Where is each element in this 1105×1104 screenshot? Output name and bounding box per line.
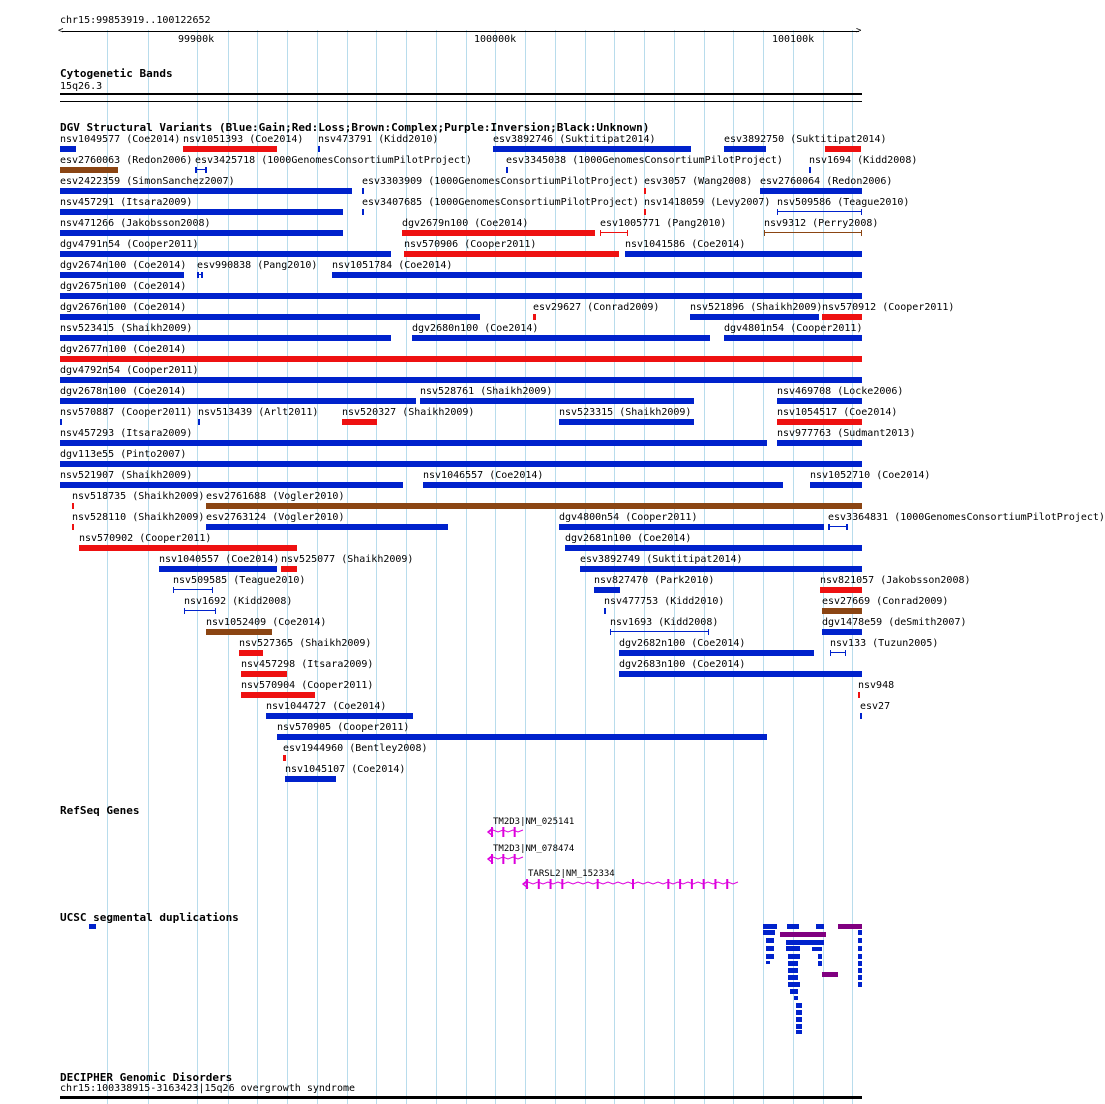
segdup-block[interactable] xyxy=(796,1024,802,1029)
segdup-block[interactable] xyxy=(818,954,822,959)
segdup-track-title[interactable]: UCSC segmental duplications xyxy=(60,911,239,924)
dgv-feature-bar[interactable] xyxy=(198,419,200,425)
segdup-block[interactable] xyxy=(788,961,798,966)
dgv-feature-bar[interactable] xyxy=(565,545,862,551)
dgv-feature-label: nsv1044727 (Coe2014) xyxy=(266,701,387,712)
dgv-feature-label: dgv2682n100 (Coe2014) xyxy=(619,638,746,649)
grid-line xyxy=(436,30,437,1104)
segdup-block[interactable] xyxy=(788,954,800,959)
dgv-feature-bar[interactable] xyxy=(60,251,391,257)
exon xyxy=(714,879,716,889)
segdup-block[interactable] xyxy=(786,940,824,945)
exon xyxy=(538,879,540,889)
dgv-feature-bar[interactable] xyxy=(281,566,297,572)
ruler-left-arrow-icon: < xyxy=(58,26,64,36)
segdup-block[interactable] xyxy=(812,947,822,951)
dgv-feature-label: esv2760063 (Redon2006) xyxy=(60,155,193,166)
dgv-feature-bar[interactable] xyxy=(60,146,76,152)
dgv-feature-bar[interactable] xyxy=(239,650,263,656)
dgv-feature-bar[interactable] xyxy=(600,230,628,236)
exon xyxy=(491,827,493,837)
dgv-feature-bar[interactable] xyxy=(580,566,862,572)
segdup-block[interactable] xyxy=(858,930,862,935)
dgv-feature-label: nsv457293 (Itsara2009) xyxy=(60,428,193,439)
dgv-feature-bar[interactable] xyxy=(159,566,277,572)
intron-line xyxy=(488,830,523,832)
dgv-feature-label: nsv469708 (Locke2006) xyxy=(777,386,904,397)
segdup-block[interactable] xyxy=(794,996,798,1000)
dgv-feature-bar[interactable] xyxy=(362,209,364,215)
exon xyxy=(514,827,516,837)
dgv-feature-bar[interactable] xyxy=(777,398,862,404)
grid-line xyxy=(495,30,496,1104)
segdup-block[interactable] xyxy=(858,961,862,966)
refseq-gene-model[interactable] xyxy=(522,878,744,890)
exon xyxy=(726,879,728,889)
dgv-feature-bar[interactable] xyxy=(764,230,862,236)
dgv-feature-label: nsv1692 (Kidd2008) xyxy=(184,596,293,607)
dgv-feature-label: esv3892749 (Suktitipat2014) xyxy=(580,554,743,565)
cytoband-track-title[interactable]: Cytogenetic Bands xyxy=(60,67,173,80)
dgv-feature-label: nsv528110 (Shaikh2009) xyxy=(72,512,205,523)
exon xyxy=(502,827,504,837)
dgv-feature-bar[interactable] xyxy=(822,608,862,614)
dgv-feature-bar[interactable] xyxy=(420,398,694,404)
dgv-feature-connector xyxy=(778,211,861,212)
dgv-feature-bar[interactable] xyxy=(195,167,207,173)
dgv-feature-label: esv3407685 (1000GenomesConsortiumPilotProject) xyxy=(362,197,639,208)
dgv-feature-bar[interactable] xyxy=(342,419,377,425)
segdup-block[interactable] xyxy=(796,1010,802,1015)
grid-line xyxy=(376,30,377,1104)
dgv-feature-label: nsv1040557 (Coe2014) xyxy=(159,554,280,565)
dgv-feature-bar[interactable] xyxy=(79,545,297,551)
dgv-feature-connector xyxy=(765,232,861,233)
grid-line xyxy=(525,30,526,1104)
dgv-feature-bar[interactable] xyxy=(283,755,286,761)
segdup-block[interactable] xyxy=(838,924,862,929)
dgv-feature-bar[interactable] xyxy=(412,335,710,341)
dgv-feature-label: dgv113e55 (Pinto2007) xyxy=(60,449,187,460)
segdup-block[interactable] xyxy=(790,989,798,994)
dgv-feature-bar[interactable] xyxy=(644,209,646,215)
dgv-feature-label: nsv471266 (Jakobsson2008) xyxy=(60,218,211,229)
dgv-feature-bar[interactable] xyxy=(777,209,862,215)
exon xyxy=(703,879,705,889)
dgv-feature-bar[interactable] xyxy=(402,230,595,236)
exon xyxy=(550,879,552,889)
dgv-feature-bar[interactable] xyxy=(60,167,118,173)
dgv-feature-label: nsv1418059 (Levy2007) xyxy=(644,197,771,208)
dgv-feature-label: esv2763124 (Vogler2010) xyxy=(206,512,345,523)
refseq-gene-model[interactable] xyxy=(487,853,531,865)
dgv-feature-bar[interactable] xyxy=(860,713,862,719)
dgv-feature-label: dgv4792n54 (Cooper2011) xyxy=(60,365,199,376)
segdup-block[interactable] xyxy=(788,975,798,980)
dgv-feature-label: dgv1478e59 (deSmith2007) xyxy=(822,617,967,628)
refseq-gene-label: TM2D3|NM_078474 xyxy=(493,844,575,854)
dgv-feature-label: nsv821057 (Jakobsson2008) xyxy=(820,575,971,586)
dgv-feature-bar[interactable] xyxy=(206,629,272,635)
dgv-feature-label: nsv570912 (Cooper2011) xyxy=(822,302,955,313)
exon xyxy=(597,879,599,889)
dgv-feature-label: esv2761688 (Vogler2010) xyxy=(206,491,345,502)
dgv-feature-label: dgv2678n100 (Coe2014) xyxy=(60,386,187,397)
dgv-feature-label: dgv2677n100 (Coe2014) xyxy=(60,344,187,355)
dgv-feature-connector xyxy=(197,169,205,170)
dgv-feature-bar[interactable] xyxy=(644,188,646,194)
dgv-feature-connector xyxy=(174,589,212,590)
segdup-block[interactable] xyxy=(763,924,777,929)
dgv-feature-bar[interactable] xyxy=(60,293,862,299)
dgv-feature-bar[interactable] xyxy=(724,146,766,152)
exon xyxy=(491,854,493,864)
dgv-feature-bar[interactable] xyxy=(206,503,862,509)
exon xyxy=(561,879,563,889)
dgv-feature-label: nsv457298 (Itsara2009) xyxy=(241,659,374,670)
dgv-feature-label: esv27 xyxy=(860,701,891,712)
segdup-block[interactable] xyxy=(89,924,96,929)
dgv-feature-bar[interactable] xyxy=(423,482,783,488)
segdup-block[interactable] xyxy=(858,968,862,973)
dgv-feature-label: nsv520327 (Shaikh2009) xyxy=(342,407,475,418)
dgv-feature-label: dgv2680n100 (Coe2014) xyxy=(412,323,539,334)
dgv-feature-bar[interactable] xyxy=(60,398,416,404)
dgv-feature-label: nsv513439 (Arlt2011) xyxy=(198,407,319,418)
dgv-feature-label: nsv1052710 (Coe2014) xyxy=(810,470,931,481)
dgv-feature-bar[interactable] xyxy=(60,482,403,488)
dgv-feature-bar[interactable] xyxy=(241,671,287,677)
dgv-feature-connector xyxy=(831,652,845,653)
dgv-feature-bar[interactable] xyxy=(594,587,620,593)
dgv-feature-bar[interactable] xyxy=(619,671,862,677)
dgv-feature-bar[interactable] xyxy=(60,209,343,215)
dgv-feature-bar[interactable] xyxy=(60,419,62,425)
dgv-feature-label: nsv1694 (Kidd2008) xyxy=(809,155,918,166)
segdup-block[interactable] xyxy=(818,961,822,966)
exon xyxy=(514,854,516,864)
exon xyxy=(667,879,669,889)
dgv-feature-label: nsv1052409 (Coe2014) xyxy=(206,617,327,628)
dgv-feature-label: nsv570902 (Cooper2011) xyxy=(79,533,212,544)
segdup-block[interactable] xyxy=(766,961,770,964)
segdup-block[interactable] xyxy=(858,975,862,980)
dgv-feature-bar[interactable] xyxy=(60,440,767,446)
segdup-block[interactable] xyxy=(816,924,824,929)
dgv-feature-bar[interactable] xyxy=(72,524,74,530)
dgv-feature-bar[interactable] xyxy=(822,314,862,320)
dgv-feature-bar[interactable] xyxy=(266,713,413,719)
dgv-feature-label: dgv2683n100 (Coe2014) xyxy=(619,659,746,670)
dgv-feature-label: nsv1045107 (Coe2014) xyxy=(285,764,406,775)
segdup-block[interactable] xyxy=(788,982,800,987)
dgv-feature-connector xyxy=(199,274,201,275)
dgv-track-title[interactable]: DGV Structural Variants (Blue:Gain;Red:Loss;Brown:Complex;Purple:Inversion;Black:Unknown) xyxy=(60,121,650,134)
dgv-feature-bar[interactable] xyxy=(60,461,862,467)
ruler-axis xyxy=(62,31,859,32)
dgv-feature-connector xyxy=(601,232,627,233)
dgv-feature-connector xyxy=(830,526,846,527)
dgv-feature-bar[interactable] xyxy=(60,335,391,341)
dgv-feature-label: esv3303909 (1000GenomesConsortiumPilotProject) xyxy=(362,176,639,187)
dgv-feature-bar[interactable] xyxy=(60,356,862,362)
dgv-feature-label: nsv570905 (Cooper2011) xyxy=(277,722,410,733)
dgv-feature-bar[interactable] xyxy=(206,524,448,530)
dgv-feature-label: esv990838 (Pang2010) xyxy=(197,260,318,271)
dgv-feature-label: nsv457291 (Itsara2009) xyxy=(60,197,193,208)
dgv-feature-bar[interactable] xyxy=(690,314,819,320)
dgv-feature-label: esv3425718 (1000GenomesConsortiumPilotProject) xyxy=(195,155,472,166)
dgv-feature-bar[interactable] xyxy=(60,314,480,320)
dgv-feature-label: nsv509586 (Teague2010) xyxy=(777,197,910,208)
dgv-feature-bar[interactable] xyxy=(318,146,320,152)
dgv-feature-bar[interactable] xyxy=(60,230,343,236)
segdup-block[interactable] xyxy=(796,1030,802,1034)
cytoband-bar[interactable] xyxy=(60,93,862,95)
dgv-feature-bar[interactable] xyxy=(777,440,862,446)
dgv-feature-label: nsv570887 (Cooper2011) xyxy=(60,407,193,418)
dgv-feature-bar[interactable] xyxy=(506,167,508,173)
dgv-feature-bar[interactable] xyxy=(404,251,619,257)
dgv-feature-bar[interactable] xyxy=(777,419,862,425)
dgv-feature-bar[interactable] xyxy=(858,692,860,698)
segdup-block[interactable] xyxy=(858,946,862,951)
dgv-feature-label: nsv473791 (Kidd2010) xyxy=(318,134,439,145)
dgv-feature-bar[interactable] xyxy=(184,608,216,614)
dgv-feature-bar[interactable] xyxy=(362,188,364,194)
dgv-feature-bar[interactable] xyxy=(183,146,277,152)
dgv-feature-label: nsv521896 (Shaikh2009) xyxy=(690,302,823,313)
dgv-feature-label: esv2422359 (SimonSanchez2007) xyxy=(60,176,235,187)
dgv-feature-bar[interactable] xyxy=(241,692,315,698)
dgv-feature-label: nsv1054517 (Coe2014) xyxy=(777,407,898,418)
dgv-feature-bar[interactable] xyxy=(332,272,862,278)
dgv-feature-label: nsv509585 (Teague2010) xyxy=(173,575,306,586)
segdup-block[interactable] xyxy=(763,930,775,935)
dgv-feature-bar[interactable] xyxy=(619,650,814,656)
dgv-feature-label: dgv4801n54 (Cooper2011) xyxy=(724,323,863,334)
dgv-feature-bar[interactable] xyxy=(825,146,861,152)
exon xyxy=(502,854,504,864)
track-separator xyxy=(60,101,862,102)
grid-line xyxy=(406,30,407,1104)
dgv-feature-label: dgv2681n100 (Coe2014) xyxy=(565,533,692,544)
segdup-block[interactable] xyxy=(766,938,774,943)
dgv-feature-label: esv29627 (Conrad2009) xyxy=(533,302,660,313)
dgv-feature-bar[interactable] xyxy=(72,503,74,509)
dgv-feature-label: esv3345038 (1000GenomesConsortiumPilotProject) xyxy=(506,155,783,166)
exon xyxy=(679,879,681,889)
refseq-gene-model[interactable] xyxy=(487,826,531,838)
grid-line xyxy=(555,30,556,1104)
dgv-feature-bar[interactable] xyxy=(533,314,536,320)
segdup-block[interactable] xyxy=(822,972,838,977)
ruler-region-label: chr15:99853919..100122652 xyxy=(60,15,211,26)
cytoband-label: 15q26.3 xyxy=(60,81,103,92)
dgv-feature-label: dgv4800n54 (Cooper2011) xyxy=(559,512,698,523)
segdup-block[interactable] xyxy=(796,1003,802,1008)
segdup-block[interactable] xyxy=(786,946,800,951)
ruler-right-arrow-icon: > xyxy=(856,26,862,36)
segdup-block[interactable] xyxy=(780,932,826,937)
exon xyxy=(691,879,693,889)
dgv-feature-label: nsv518735 (Shaikh2009) xyxy=(72,491,205,502)
dgv-feature-label: esv3057 (Wang2008) xyxy=(644,176,753,187)
refseq-gene-label: TARSL2|NM_152334 xyxy=(528,869,615,879)
exon xyxy=(632,879,634,889)
dgv-feature-label: nsv570904 (Cooper2011) xyxy=(241,680,374,691)
dgv-feature-label: esv1005771 (Pang2010) xyxy=(600,218,727,229)
dgv-feature-label: dgv4791n54 (Cooper2011) xyxy=(60,239,199,250)
dgv-feature-label: nsv1693 (Kidd2008) xyxy=(610,617,719,628)
dgv-feature-label: nsv1049577 (Coe2014) xyxy=(60,134,181,145)
dgv-feature-bar[interactable] xyxy=(828,524,848,530)
dgv-feature-label: nsv1051393 (Coe2014) xyxy=(183,134,304,145)
dgv-feature-label: nsv1051784 (Coe2014) xyxy=(332,260,453,271)
dgv-feature-label: nsv9312 (Perry2008) xyxy=(764,218,879,229)
dgv-feature-bar[interactable] xyxy=(810,482,862,488)
dgv-feature-label: nsv133 (Tuzun2005) xyxy=(830,638,939,649)
ruler-tick-label: 100000k xyxy=(474,34,517,45)
dgv-feature-label: esv2760064 (Redon2006) xyxy=(760,176,893,187)
dgv-feature-bar[interactable] xyxy=(610,629,709,635)
dgv-feature-bar[interactable] xyxy=(277,734,767,740)
dgv-feature-label: nsv1041586 (Coe2014) xyxy=(625,239,746,250)
dgv-feature-label: nsv525077 (Shaikh2009) xyxy=(281,554,414,565)
ruler-tick-label: 100100k xyxy=(772,34,815,45)
decipher-track-title[interactable]: DECIPHER Genomic Disorders xyxy=(60,1071,233,1084)
dgv-feature-bar[interactable] xyxy=(493,146,691,152)
decipher-feature-bar[interactable] xyxy=(60,1096,862,1099)
dgv-feature-label: esv1944960 (Bentley2008) xyxy=(283,743,428,754)
dgv-feature-label: dgv2676n100 (Coe2014) xyxy=(60,302,187,313)
segdup-block[interactable] xyxy=(766,946,774,951)
dgv-feature-bar[interactable] xyxy=(809,167,811,173)
intron-line xyxy=(523,882,738,884)
segdup-block[interactable] xyxy=(858,938,862,943)
dgv-feature-bar[interactable] xyxy=(830,650,846,656)
dgv-feature-label: nsv1046557 (Coe2014) xyxy=(423,470,544,481)
dgv-feature-label: esv3364831 (1000GenomesConsortiumPilotProject) xyxy=(828,512,1105,523)
dgv-feature-bar[interactable] xyxy=(625,251,862,257)
dgv-feature-label: nsv977763 (Sudmant2013) xyxy=(777,428,916,439)
dgv-feature-bar[interactable] xyxy=(604,608,606,614)
exon xyxy=(526,879,528,889)
ruler-tick-label: 99900k xyxy=(178,34,215,45)
dgv-feature-label: nsv523415 (Shaikh2009) xyxy=(60,323,193,334)
decipher-feature-label: chr15:100338915-3163423|15q26 overgrowth syndrome xyxy=(60,1083,356,1094)
dgv-feature-bar[interactable] xyxy=(724,335,862,341)
segdup-block[interactable] xyxy=(766,954,774,959)
segdup-block[interactable] xyxy=(787,924,799,929)
dgv-feature-bar[interactable] xyxy=(197,272,203,278)
dgv-feature-label: nsv948 xyxy=(858,680,895,691)
refseq-gene-label: TM2D3|NM_025141 xyxy=(493,817,575,827)
segdup-block[interactable] xyxy=(796,1017,802,1022)
intron-line xyxy=(488,857,523,859)
dgv-feature-label: nsv528761 (Shaikh2009) xyxy=(420,386,553,397)
dgv-feature-label: esv27669 (Conrad2009) xyxy=(822,596,949,607)
dgv-feature-bar[interactable] xyxy=(60,188,352,194)
dgv-feature-bar[interactable] xyxy=(285,776,336,782)
dgv-feature-label: esv3892750 (Suktitipat2014) xyxy=(724,134,887,145)
refseq-track-title[interactable]: RefSeq Genes xyxy=(60,804,140,817)
dgv-feature-bar[interactable] xyxy=(820,587,862,593)
dgv-feature-bar[interactable] xyxy=(559,524,824,530)
segdup-block[interactable] xyxy=(788,968,798,973)
dgv-feature-label: nsv523315 (Shaikh2009) xyxy=(559,407,692,418)
dgv-feature-label: esv3892746 (Suktitipat2014) xyxy=(493,134,656,145)
dgv-feature-bar[interactable] xyxy=(60,377,862,383)
dgv-feature-connector xyxy=(611,631,708,632)
dgv-feature-label: nsv527365 (Shaikh2009) xyxy=(239,638,372,649)
dgv-feature-bar[interactable] xyxy=(822,629,862,635)
dgv-feature-bar[interactable] xyxy=(60,272,184,278)
segdup-block[interactable] xyxy=(858,982,862,987)
grid-line xyxy=(466,30,467,1104)
dgv-feature-bar[interactable] xyxy=(559,419,694,425)
dgv-feature-label: dgv2675n100 (Coe2014) xyxy=(60,281,187,292)
segdup-block[interactable] xyxy=(858,954,862,959)
dgv-feature-label: nsv477753 (Kidd2010) xyxy=(604,596,725,607)
dgv-feature-label: dgv2674n100 (Coe2014) xyxy=(60,260,187,271)
dgv-feature-label: nsv521907 (Shaikh2009) xyxy=(60,470,193,481)
dgv-feature-label: nsv827470 (Park2010) xyxy=(594,575,715,586)
dgv-feature-bar[interactable] xyxy=(173,587,213,593)
dgv-feature-connector xyxy=(185,610,215,611)
dgv-feature-bar[interactable] xyxy=(760,188,862,194)
dgv-feature-label: nsv570906 (Cooper2011) xyxy=(404,239,537,250)
dgv-feature-label: dgv2679n100 (Coe2014) xyxy=(402,218,529,229)
